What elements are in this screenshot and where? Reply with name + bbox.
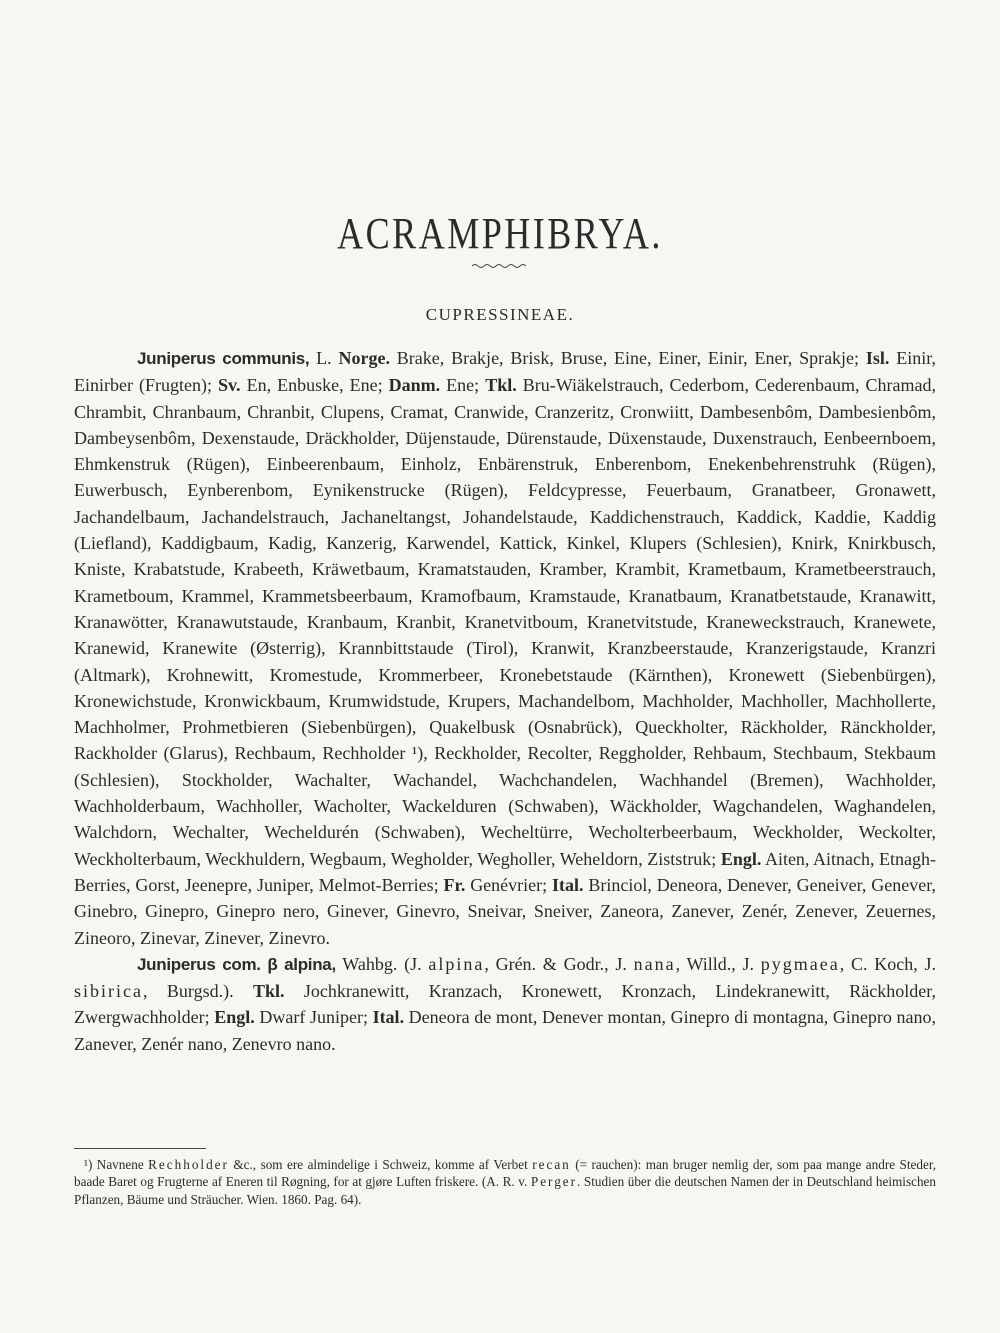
names-text: , Grén. & Godr., J. (484, 953, 634, 974)
names-text: Einir, Einirber (Frugten); (74, 348, 936, 396)
synonym: alpina (428, 953, 485, 974)
region-label: Tkl. (485, 375, 517, 396)
synonym: nana (633, 953, 676, 974)
region-label: Isl. (865, 348, 890, 368)
footnote-text: . Studien über die deutschen Namen der in Deutschland heimischen Pflanzen, Bäume und Sträucher. Wien. 1860. Pag. 64). (74, 1174, 936, 1207)
species-name: Juniperus communis, (137, 349, 310, 368)
region-label: Engl. (720, 848, 762, 869)
title-ornament (470, 262, 530, 270)
footnote-term: Perger (530, 1174, 578, 1190)
names-text: Brinciol, Deneora, Denever, Geneiver, Genever, Ginebro, Ginepro, Ginepro nero, Ginever, Ginevro, Sneivar, Sneiver, Zaneora, Zanever, Zenér, Zenever, Zeuernes, Zineoro, Zinevar, Zinever, Zinevro. (74, 874, 936, 948)
names-text: Jochkranewitt, Kranzach, Kronewett, Kronzach, Lindekranewitt, Räckholder, Zwergwachholder; (74, 981, 936, 1028)
region-label: Ital. (372, 1007, 405, 1028)
footnote-text: (= rauchen): man bruger nemlig der, som paa mange andre Steder, baade Baret og Frugterne af Eneren til Røgning, for at gjøre Luften friskere. (A. R. v. (74, 1157, 936, 1190)
author: L. (309, 348, 339, 368)
region-label: Norge. (338, 348, 390, 368)
synonym: pygmaea (760, 953, 840, 974)
names-text: , Burgsd.). (142, 981, 253, 1002)
names-text: Dwarf Juniper; (254, 1007, 373, 1028)
section-heading: CUPRESSINEAE. (425, 305, 575, 324)
names-text: Ene; (440, 375, 486, 396)
names-text: Bru-Wiäkelstrauch, Cederbom, Cederenbaum, Chramad, Chrambit, Chranbaum, Chranbit, Clupens, Cramat, Cranwide, Cranzeritz, Cronwiitt, Dambesenbôm, Dambesienbôm, Dambeysenbôm, Dexenstaude, Dräckholder, Düjenstaude, Dürenstaude, Düxenstaude, Duxenstrauch, Eenbeernboem, Ehmkenstruk (Rügen), Einbeerenbaum, Einholz, Enbärenstruk, Enberenbom, Enekenbehrenstruhk (Rügen), Euwerbusch, Eynberenbom, Eynikenstrucke (Rügen), Feldcypresse, Feuerbaum, Granatbeer, Gronawett, Jachandelbaum, Jachandelstrauch, Jachaneltangst, Johandelstaude, Kaddichenstrauch, Kaddick, Kaddie, Kaddig (Liefland), Kaddigbaum, Kadig, Kanzerig, Karwendel, Kattick, Kinkel, Klupers (Schlesien), Knirk, Knirkbusch, Kniste, Krabatstude, Krabeeth, Kräwetbaum, Kramatstauden, Kramber, Krambit, Krametbaum, Krametbeerstrauch, Krametboum, Krammel, Krammetsbeerbaum, Kramofbaum, Kramstaude, Kranatbaum, Kranatbetstaude, Kranawitt, Kranawötter, Kranawutstaude, Kranbaum, Kranbit, Kranetvitboum, Kranetvitstude, Kraneweckstrauch, Kranewete, Kranewid, Kranewite (Østerrig), Krannbittstaude (Tirol), Kranwit, Kranzbeerstaude, Kranzerigstaude, Kranzri (Altmark), Krohnewitt, Kromestude, Krommerbeer, Kronebetstaude (Kärnthen), Kronewett (Siebenbürgen), Kronewichstude, Kronwickbaum, Krumwidstude, Krupers, Machandelbom, Machholder, Machholler, Machhollerte, Machholmer, Prohmetbieren (Siebenbürgen), Quakelbusk (Osnabrück), Queckholter, Räckholder, Ränckholder, Rackholder (Glarus), Rechbaum, Rechholder (74, 375, 936, 764)
page-title: ACRAMPHIBRYA. (337, 209, 663, 258)
names-text: Genévrier; (465, 874, 553, 895)
synonym: sibirica (74, 981, 143, 1002)
entry-juniperus-communis (74, 345, 936, 951)
main-text (74, 345, 936, 1057)
names-text: , C. Koch, J. (839, 953, 937, 974)
region-label: Ital. (552, 874, 584, 895)
region-label: Engl. (214, 1007, 255, 1028)
names-text: Wahbg. (J. (335, 953, 429, 974)
footnote-term: recan (532, 1157, 571, 1172)
footnote-text: &c., som ere almindelige i Schweiz, komme af Verbet (228, 1157, 533, 1172)
footnote-reference: ¹) (405, 743, 424, 764)
species-name: Juniperus com. β alpina, (137, 954, 336, 974)
names-text: Deneora de mont, Denever montan, Ginepro di montagna, Ginepro nano, Zanever, Zenér nano, Zenevro nano. (74, 1007, 936, 1054)
footnote-divider (74, 1148, 206, 1149)
footnote-text: ¹) Navnene (84, 1157, 149, 1172)
names-text: Brake, Brakje, Brisk, Bruse, Eine, Einer, Einir, Ener, Sprakje; (389, 348, 866, 368)
region-label: Tkl. (252, 981, 285, 1002)
footnote (74, 1156, 936, 1208)
region-label: Sv. (218, 375, 241, 396)
region-label: Fr. (443, 874, 466, 895)
names-text: , Willd., J. (675, 953, 761, 974)
entry-juniperus-alpina (74, 951, 936, 1057)
footnote-term: Rechholder (148, 1157, 229, 1172)
names-text: Aiten, Aitnach, Etnagh-Berries, Gorst, Jeenepre, Juniper, Melmot-Berries; (74, 848, 936, 895)
names-text: En, Enbuske, Ene; (240, 375, 389, 396)
names-text: , Reckholder, Recolter, Reggholder, Rehbaum, Stechbaum, Stekbaum (Schlesien), Stockholder, Wachalter, Wachandel, Wachchandelen, Wachhandel (Bremen), Wachholder, Wachholderbaum, Wachholler, Wacholter, Wackelduren (Schwaben), Wäckholder, Wagchandelen, Waghandelen, Walchdorn, Wechalter, Wecheldurén (Schwaben), Wecheltürre, Wecholterbeerbaum, Weckholder, Weckolter, Weckholterbaum, Weckhuldern, Wegbaum, Wegholder, Wegholler, Weheldorn, Ziststruk; (74, 743, 936, 869)
region-label: Danm. (388, 375, 441, 396)
